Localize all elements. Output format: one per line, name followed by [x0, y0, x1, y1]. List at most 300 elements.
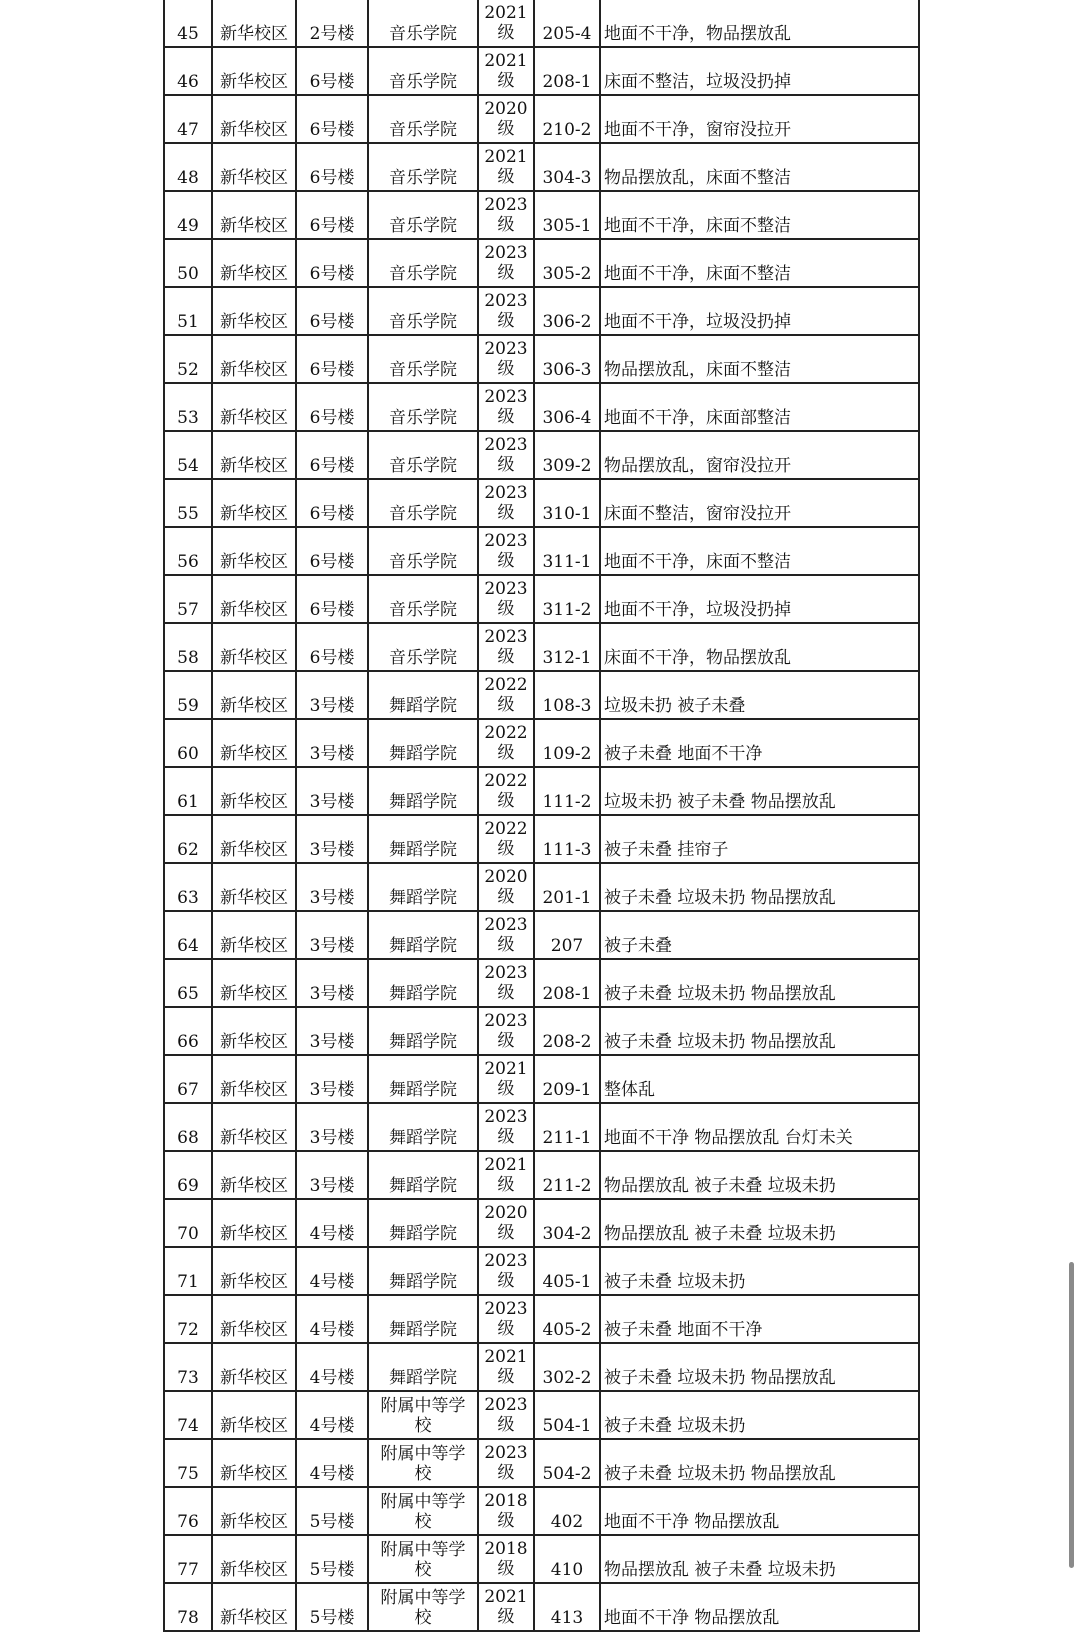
campus-cell: 新华校区 [212, 1199, 296, 1247]
room-cell: 208-1 [534, 47, 600, 95]
grade-suffix: 级 [497, 407, 515, 427]
building-cell: 2号楼 [296, 0, 368, 47]
grade-year: 2023 [484, 483, 528, 503]
grade-cell [478, 527, 534, 575]
college-cell [368, 1247, 478, 1295]
building-cell: 5号楼 [296, 1535, 368, 1583]
grade-year: 2023 [484, 579, 528, 599]
room-cell: 201-1 [534, 863, 600, 911]
campus-cell: 新华校区 [212, 95, 296, 143]
table-row [164, 1487, 919, 1535]
college-cell [368, 1103, 478, 1151]
row-number: 50 [164, 239, 212, 287]
campus-cell: 新华校区 [212, 815, 296, 863]
row-number: 62 [164, 815, 212, 863]
college-cell [368, 1199, 478, 1247]
issue-cell: 床面不整洁，垃圾没扔掉 [600, 47, 919, 95]
grade-year: 2018 [484, 1539, 528, 1559]
grade-year: 2020 [484, 867, 528, 887]
table-row [164, 1055, 919, 1103]
college-cell [368, 623, 478, 671]
room-cell: 305-2 [534, 239, 600, 287]
row-number: 49 [164, 191, 212, 239]
room-cell: 208-2 [534, 1007, 600, 1055]
room-cell: 312-1 [534, 623, 600, 671]
issue-cell: 被子未叠 地面不干净 [600, 1295, 919, 1343]
grade-cell [478, 335, 534, 383]
building-cell: 3号楼 [296, 671, 368, 719]
room-cell: 302-2 [534, 1343, 600, 1391]
room-cell: 205-4 [534, 0, 600, 47]
room-cell: 209-1 [534, 1055, 600, 1103]
building-cell: 3号楼 [296, 1007, 368, 1055]
room-cell: 208-1 [534, 959, 600, 1007]
grade-suffix: 级 [497, 1271, 515, 1291]
college-name: 舞蹈学院 [389, 1272, 457, 1292]
campus-cell: 新华校区 [212, 1535, 296, 1583]
row-number: 54 [164, 431, 212, 479]
college-cell [368, 815, 478, 863]
grade-cell [478, 479, 534, 527]
college-cell [368, 1295, 478, 1343]
campus-cell: 新华校区 [212, 719, 296, 767]
college-name: 舞蹈学院 [389, 840, 457, 860]
room-cell: 211-1 [534, 1103, 600, 1151]
college-name: 舞蹈学院 [389, 696, 457, 716]
grade-year: 2023 [484, 243, 528, 263]
campus-cell: 新华校区 [212, 767, 296, 815]
issue-cell: 床面不整洁，窗帘没拉开 [600, 479, 919, 527]
room-cell: 311-1 [534, 527, 600, 575]
grade-cell [478, 1007, 534, 1055]
building-cell: 6号楼 [296, 143, 368, 191]
grade-suffix: 级 [497, 359, 515, 379]
building-cell: 3号楼 [296, 911, 368, 959]
row-number: 72 [164, 1295, 212, 1343]
grade-cell [478, 1199, 534, 1247]
grade-cell [478, 1247, 534, 1295]
grade-year: 2021 [484, 1059, 528, 1079]
table-row [164, 1151, 919, 1199]
grade-suffix: 级 [497, 551, 515, 571]
issue-cell: 地面不干净，垃圾没扔掉 [600, 287, 919, 335]
grade-suffix: 级 [497, 1031, 515, 1051]
building-cell: 6号楼 [296, 191, 368, 239]
college-name: 舞蹈学院 [389, 1224, 457, 1244]
campus-cell: 新华校区 [212, 911, 296, 959]
college-name: 舞蹈学院 [389, 1176, 457, 1196]
table-row [164, 191, 919, 239]
room-cell: 309-2 [534, 431, 600, 479]
college-cell [368, 0, 478, 47]
grade-cell [478, 1439, 534, 1487]
college-name: 舞蹈学院 [389, 744, 457, 764]
grade-suffix: 级 [497, 455, 515, 475]
row-number: 77 [164, 1535, 212, 1583]
issue-cell: 被子未叠 地面不干净 [600, 719, 919, 767]
grade-year: 2022 [484, 771, 528, 791]
campus-cell: 新华校区 [212, 1151, 296, 1199]
issue-cell: 物品摆放乱，窗帘没拉开 [600, 431, 919, 479]
college-cell [368, 1535, 478, 1583]
table-row [164, 623, 919, 671]
issue-cell: 地面不干净，床面不整洁 [600, 191, 919, 239]
row-number: 48 [164, 143, 212, 191]
row-number: 60 [164, 719, 212, 767]
room-cell: 210-2 [534, 95, 600, 143]
college-cell [368, 1439, 478, 1487]
issue-cell: 被子未叠 垃圾未扔 [600, 1391, 919, 1439]
college-cell [368, 1391, 478, 1439]
row-number: 68 [164, 1103, 212, 1151]
room-cell: 111-2 [534, 767, 600, 815]
room-cell: 413 [534, 1583, 600, 1631]
row-number: 52 [164, 335, 212, 383]
issue-cell: 被子未叠 垃圾未扔 物品摆放乱 [600, 1439, 919, 1487]
grade-suffix: 级 [497, 983, 515, 1003]
issue-cell: 地面不干净，垃圾没扔掉 [600, 575, 919, 623]
college-name: 舞蹈学院 [389, 984, 457, 1004]
college-name: 附属中等学校 [380, 1444, 466, 1484]
row-number: 53 [164, 383, 212, 431]
building-cell: 6号楼 [296, 383, 368, 431]
campus-cell: 新华校区 [212, 527, 296, 575]
grade-suffix: 级 [497, 791, 515, 811]
college-name: 附属中等学校 [380, 1396, 466, 1436]
building-cell: 4号楼 [296, 1247, 368, 1295]
campus-cell: 新华校区 [212, 1343, 296, 1391]
college-name: 舞蹈学院 [389, 936, 457, 956]
grade-year: 2023 [484, 195, 528, 215]
issue-cell: 被子未叠 垃圾未扔 [600, 1247, 919, 1295]
college-name: 音乐学院 [389, 216, 457, 236]
grade-cell [478, 239, 534, 287]
campus-cell: 新华校区 [212, 1295, 296, 1343]
grade-suffix: 级 [497, 695, 515, 715]
room-cell: 305-1 [534, 191, 600, 239]
grade-suffix: 级 [497, 215, 515, 235]
issue-cell: 地面不干净 物品摆放乱 [600, 1487, 919, 1535]
campus-cell: 新华校区 [212, 575, 296, 623]
issue-cell: 被子未叠 垃圾未扔 物品摆放乱 [600, 959, 919, 1007]
row-number: 63 [164, 863, 212, 911]
room-cell: 410 [534, 1535, 600, 1583]
issue-cell: 物品摆放乱 被子未叠 垃圾未扔 [600, 1151, 919, 1199]
grade-year: 2023 [484, 387, 528, 407]
college-name: 音乐学院 [389, 312, 457, 332]
college-cell [368, 1343, 478, 1391]
campus-cell: 新华校区 [212, 1439, 296, 1487]
building-cell: 5号楼 [296, 1583, 368, 1631]
grade-suffix: 级 [497, 887, 515, 907]
grade-suffix: 级 [497, 263, 515, 283]
college-cell [368, 335, 478, 383]
grade-year: 2023 [484, 531, 528, 551]
college-cell [368, 479, 478, 527]
grade-suffix: 级 [497, 311, 515, 331]
building-cell: 6号楼 [296, 47, 368, 95]
grade-cell [478, 191, 534, 239]
building-cell: 3号楼 [296, 815, 368, 863]
college-name: 音乐学院 [389, 360, 457, 380]
building-cell: 6号楼 [296, 575, 368, 623]
issue-cell: 地面不干净 物品摆放乱 台灯未关 [600, 1103, 919, 1151]
grade-suffix: 级 [497, 1415, 515, 1435]
grade-year: 2023 [484, 915, 528, 935]
college-name: 舞蹈学院 [389, 1128, 457, 1148]
grade-year: 2023 [484, 963, 528, 983]
grade-cell [478, 1151, 534, 1199]
grade-suffix: 级 [497, 1127, 515, 1147]
grade-year: 2021 [484, 1155, 528, 1175]
grade-suffix: 级 [497, 743, 515, 763]
college-cell [368, 287, 478, 335]
grade-cell [478, 47, 534, 95]
college-cell [368, 767, 478, 815]
campus-cell: 新华校区 [212, 383, 296, 431]
building-cell: 3号楼 [296, 767, 368, 815]
table-row [164, 1535, 919, 1583]
room-cell: 111-3 [534, 815, 600, 863]
grade-year: 2023 [484, 1395, 528, 1415]
grade-year: 2021 [484, 147, 528, 167]
grade-suffix: 级 [497, 1511, 515, 1531]
row-number: 58 [164, 623, 212, 671]
grade-cell [478, 575, 534, 623]
college-cell [368, 47, 478, 95]
grade-cell [478, 143, 534, 191]
table-row [164, 719, 919, 767]
table-row [164, 0, 919, 47]
grade-cell [478, 863, 534, 911]
grade-suffix: 级 [497, 599, 515, 619]
table-row [164, 863, 919, 911]
grade-cell [478, 1103, 534, 1151]
college-name: 音乐学院 [389, 600, 457, 620]
row-number: 66 [164, 1007, 212, 1055]
issue-cell: 被子未叠 [600, 911, 919, 959]
table-row [164, 575, 919, 623]
grade-year: 2018 [484, 1491, 528, 1511]
college-name: 附属中等学校 [380, 1588, 466, 1628]
row-number: 64 [164, 911, 212, 959]
room-cell: 306-2 [534, 287, 600, 335]
table-row [164, 527, 919, 575]
grade-suffix: 级 [497, 1175, 515, 1195]
room-cell: 304-2 [534, 1199, 600, 1247]
room-cell: 311-2 [534, 575, 600, 623]
campus-cell: 新华校区 [212, 623, 296, 671]
table-row [164, 1103, 919, 1151]
grade-cell [478, 1583, 534, 1631]
row-number: 76 [164, 1487, 212, 1535]
college-cell [368, 575, 478, 623]
building-cell: 4号楼 [296, 1295, 368, 1343]
table-row [164, 1295, 919, 1343]
college-name: 附属中等学校 [380, 1540, 466, 1580]
college-cell [368, 431, 478, 479]
building-cell: 4号楼 [296, 1199, 368, 1247]
row-number: 51 [164, 287, 212, 335]
building-cell: 3号楼 [296, 719, 368, 767]
college-name: 音乐学院 [389, 120, 457, 140]
grade-year: 2022 [484, 675, 528, 695]
table-row [164, 911, 919, 959]
room-cell: 405-1 [534, 1247, 600, 1295]
grade-cell [478, 911, 534, 959]
room-cell: 306-4 [534, 383, 600, 431]
grade-year: 2021 [484, 51, 528, 71]
grade-suffix: 级 [497, 1463, 515, 1483]
issue-cell: 地面不干净，物品摆放乱 [600, 0, 919, 47]
row-number: 70 [164, 1199, 212, 1247]
building-cell: 3号楼 [296, 1103, 368, 1151]
college-name: 舞蹈学院 [389, 1080, 457, 1100]
row-number: 59 [164, 671, 212, 719]
college-cell [368, 719, 478, 767]
row-number: 71 [164, 1247, 212, 1295]
room-cell: 306-3 [534, 335, 600, 383]
row-number: 75 [164, 1439, 212, 1487]
building-cell: 4号楼 [296, 1439, 368, 1487]
table-row [164, 95, 919, 143]
room-cell: 504-2 [534, 1439, 600, 1487]
grade-year: 2023 [484, 627, 528, 647]
issue-cell: 被子未叠 垃圾未扔 物品摆放乱 [600, 1007, 919, 1055]
grade-cell [478, 95, 534, 143]
row-number: 46 [164, 47, 212, 95]
grade-suffix: 级 [497, 1079, 515, 1099]
building-cell: 6号楼 [296, 479, 368, 527]
table-body [164, 0, 919, 1631]
grade-year: 2023 [484, 1251, 528, 1271]
table-row [164, 239, 919, 287]
grade-suffix: 级 [497, 23, 515, 43]
issue-cell: 床面不干净，物品摆放乱 [600, 623, 919, 671]
grade-suffix: 级 [497, 647, 515, 667]
table-row [164, 1199, 919, 1247]
grade-year: 2020 [484, 1203, 528, 1223]
campus-cell: 新华校区 [212, 479, 296, 527]
campus-cell: 新华校区 [212, 671, 296, 719]
table-row [164, 959, 919, 1007]
grade-year: 2021 [484, 3, 528, 23]
grade-cell [478, 0, 534, 47]
grade-suffix: 级 [497, 1559, 515, 1579]
room-cell: 310-1 [534, 479, 600, 527]
table-row [164, 1391, 919, 1439]
college-cell [368, 1007, 478, 1055]
issue-cell: 被子未叠 垃圾未扔 物品摆放乱 [600, 1343, 919, 1391]
grade-suffix: 级 [497, 71, 515, 91]
grade-year: 2023 [484, 435, 528, 455]
grade-cell [478, 431, 534, 479]
vertical-scrollbar[interactable] [1069, 1262, 1074, 1568]
building-cell: 6号楼 [296, 95, 368, 143]
building-cell: 6号楼 [296, 335, 368, 383]
college-name: 音乐学院 [389, 552, 457, 572]
campus-cell: 新华校区 [212, 1007, 296, 1055]
college-name: 音乐学院 [389, 168, 457, 188]
issue-cell: 整体乱 [600, 1055, 919, 1103]
grade-cell [478, 1343, 534, 1391]
college-name: 舞蹈学院 [389, 792, 457, 812]
row-number: 69 [164, 1151, 212, 1199]
room-cell: 304-3 [534, 143, 600, 191]
grade-cell [478, 1391, 534, 1439]
issue-cell: 地面不干净，床面部整洁 [600, 383, 919, 431]
college-name: 舞蹈学院 [389, 1368, 457, 1388]
college-cell [368, 1151, 478, 1199]
issue-cell: 物品摆放乱 被子未叠 垃圾未扔 [600, 1199, 919, 1247]
table-row [164, 671, 919, 719]
college-name: 音乐学院 [389, 456, 457, 476]
grade-suffix: 级 [497, 839, 515, 859]
row-number: 73 [164, 1343, 212, 1391]
campus-cell: 新华校区 [212, 287, 296, 335]
campus-cell: 新华校区 [212, 1391, 296, 1439]
campus-cell: 新华校区 [212, 47, 296, 95]
row-number: 65 [164, 959, 212, 1007]
grade-cell [478, 959, 534, 1007]
table-row [164, 1439, 919, 1487]
college-cell [368, 959, 478, 1007]
grade-year: 2023 [484, 1011, 528, 1031]
table-row [164, 767, 919, 815]
row-number: 67 [164, 1055, 212, 1103]
campus-cell: 新华校区 [212, 959, 296, 1007]
college-name: 舞蹈学院 [389, 1032, 457, 1052]
table-row [164, 47, 919, 95]
building-cell: 6号楼 [296, 623, 368, 671]
grade-suffix: 级 [497, 119, 515, 139]
row-number: 78 [164, 1583, 212, 1631]
grade-suffix: 级 [497, 935, 515, 955]
table-row [164, 1007, 919, 1055]
campus-cell: 新华校区 [212, 239, 296, 287]
room-cell: 504-1 [534, 1391, 600, 1439]
grade-cell [478, 767, 534, 815]
room-cell: 109-2 [534, 719, 600, 767]
issue-cell: 被子未叠 挂帘子 [600, 815, 919, 863]
building-cell: 6号楼 [296, 287, 368, 335]
building-cell: 3号楼 [296, 959, 368, 1007]
grade-year: 2021 [484, 1347, 528, 1367]
grade-cell [478, 1055, 534, 1103]
room-cell: 207 [534, 911, 600, 959]
table-row [164, 1247, 919, 1295]
college-cell [368, 383, 478, 431]
room-cell: 402 [534, 1487, 600, 1535]
campus-cell: 新华校区 [212, 863, 296, 911]
grade-year: 2022 [484, 723, 528, 743]
college-cell [368, 527, 478, 575]
row-number: 56 [164, 527, 212, 575]
college-name: 音乐学院 [389, 408, 457, 428]
building-cell: 5号楼 [296, 1487, 368, 1535]
table-row [164, 479, 919, 527]
building-cell: 6号楼 [296, 239, 368, 287]
grade-year: 2023 [484, 1107, 528, 1127]
grade-suffix: 级 [497, 167, 515, 187]
college-cell [368, 95, 478, 143]
campus-cell: 新华校区 [212, 1055, 296, 1103]
table-row [164, 431, 919, 479]
grade-year: 2021 [484, 1587, 528, 1607]
row-number: 47 [164, 95, 212, 143]
grade-year: 2023 [484, 291, 528, 311]
grade-cell [478, 383, 534, 431]
